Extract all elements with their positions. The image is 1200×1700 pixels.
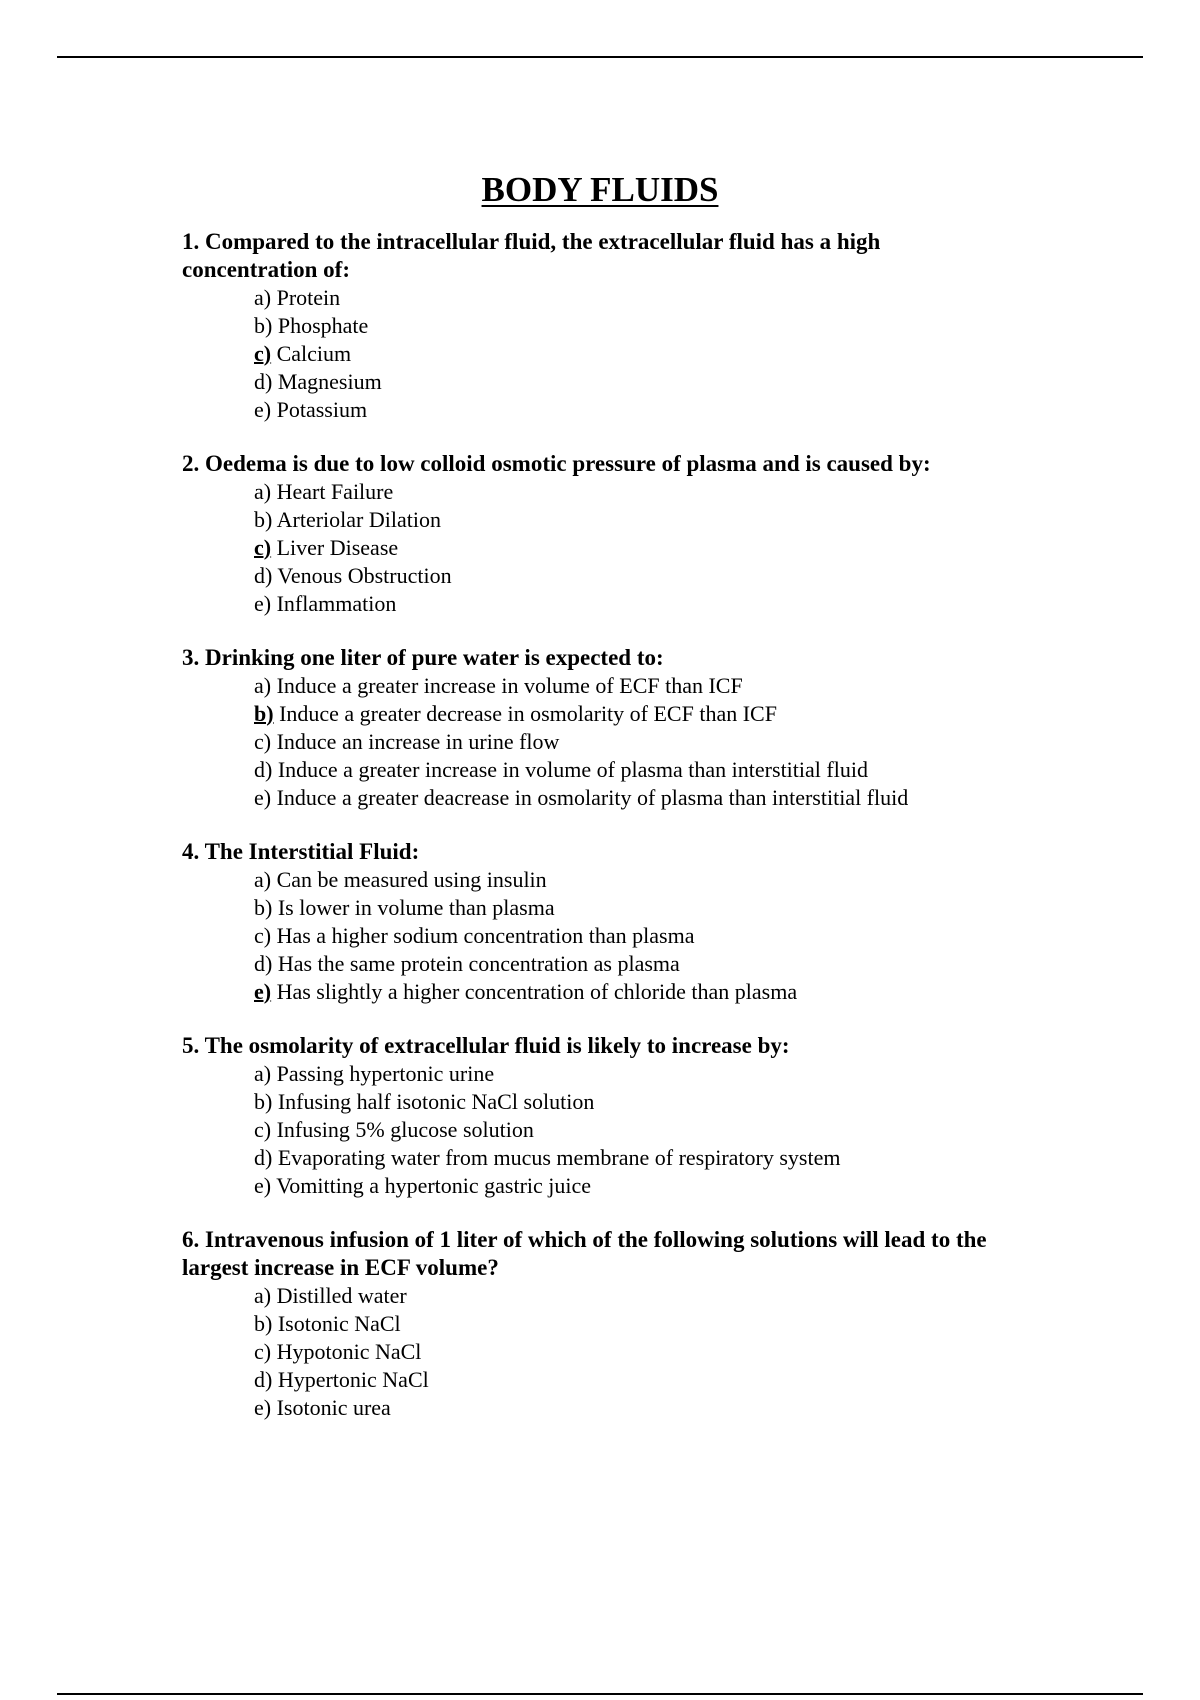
option-text: Passing hypertonic urine <box>271 1061 495 1086</box>
option-text: Vomitting a hypertonic gastric juice <box>271 1173 592 1198</box>
option-list <box>182 478 1012 618</box>
option-2e <box>254 590 1012 618</box>
option-list <box>182 866 1012 1006</box>
option-6d <box>254 1366 1012 1394</box>
option-6e <box>254 1394 1012 1422</box>
option-text: Hypotonic NaCl <box>271 1339 422 1364</box>
option-text: Protein <box>271 285 341 310</box>
option-3e <box>254 784 1012 812</box>
option-letter: a) <box>254 285 272 310</box>
option-letter: d) <box>254 563 273 588</box>
option-1a <box>254 284 1012 312</box>
question-stem: 5. The osmolarity of extracellular fluid is likely to increase by: <box>182 1033 790 1058</box>
question-stem: 1. Compared to the intracellular fluid, the extracellular fluid has a high concentration of: <box>182 229 881 282</box>
page-title-text: BODY FLUIDS <box>481 170 719 210</box>
option-5c <box>254 1116 1012 1144</box>
option-1b <box>254 312 1012 340</box>
option-letter: e) <box>254 397 272 422</box>
option-4a <box>254 866 1012 894</box>
option-text: Magnesium <box>272 369 382 394</box>
option-5d <box>254 1144 1012 1172</box>
option-text: Phosphate <box>272 313 369 338</box>
option-letter: b) <box>254 895 273 920</box>
option-letter: d) <box>254 757 273 782</box>
option-6a <box>254 1282 1012 1310</box>
option-letter: d) <box>254 369 273 394</box>
option-letter: a) <box>254 479 272 504</box>
option-text: Calcium <box>271 341 352 366</box>
option-letter: a) <box>254 1283 272 1308</box>
option-text: Induce a greater increase in volume of ECF than ICF <box>271 673 743 698</box>
option-letter: a) <box>254 867 272 892</box>
option-letter: b) <box>254 313 273 338</box>
option-2d <box>254 562 1012 590</box>
option-letter: a) <box>254 673 272 698</box>
question-3 <box>182 644 1012 812</box>
option-letter: d) <box>254 1367 273 1392</box>
option-text: Induce a greater deacrease in osmolarity of plasma than interstitial fluid <box>271 785 909 810</box>
option-letter: b) <box>254 701 274 726</box>
option-4d <box>254 950 1012 978</box>
option-4b <box>254 894 1012 922</box>
question-list <box>182 228 1012 1448</box>
option-text: Induce a greater decrease in osmolarity of ECF than ICF <box>273 701 777 726</box>
option-3a <box>254 672 1012 700</box>
question-2 <box>182 450 1012 618</box>
option-list <box>182 672 1012 812</box>
option-3d <box>254 756 1012 784</box>
question-5 <box>182 1032 1012 1200</box>
option-letter: e) <box>254 785 272 810</box>
option-letter: b) <box>254 507 273 532</box>
option-4c <box>254 922 1012 950</box>
top-rule <box>57 56 1143 58</box>
question-stem: 2. Oedema is due to low colloid osmotic pressure of plasma and is caused by: <box>182 451 931 476</box>
option-text: Infusing half isotonic NaCl solution <box>272 1089 595 1114</box>
option-text: Hypertonic NaCl <box>272 1367 429 1392</box>
question-4 <box>182 838 1012 1006</box>
option-text: Induce a greater increase in volume of plasma than interstitial fluid <box>272 757 868 782</box>
option-text: Liver Disease <box>271 535 399 560</box>
option-text: Arteriolar Dilation <box>272 507 441 532</box>
option-text: Isotonic urea <box>271 1395 391 1420</box>
question-6 <box>182 1226 1012 1422</box>
option-letter: b) <box>254 1311 273 1336</box>
option-3b-correct <box>254 700 1012 728</box>
option-text: Isotonic NaCl <box>272 1311 401 1336</box>
option-text: Evaporating water from mucus membrane of respiratory system <box>272 1145 841 1170</box>
option-letter: e) <box>254 1395 272 1420</box>
option-list <box>182 1060 1012 1200</box>
option-letter: e) <box>254 1173 272 1198</box>
option-1e <box>254 396 1012 424</box>
option-4e-correct <box>254 978 1012 1006</box>
option-6c <box>254 1338 1012 1366</box>
option-letter: b) <box>254 1089 273 1114</box>
question-stem: 3. Drinking one liter of pure water is expected to: <box>182 645 664 670</box>
option-letter: c) <box>254 729 272 754</box>
option-2a <box>254 478 1012 506</box>
option-text: Venous Obstruction <box>272 563 452 588</box>
question-stem: 4. The Interstitial Fluid: <box>182 839 420 864</box>
option-letter: d) <box>254 951 273 976</box>
option-5e <box>254 1172 1012 1200</box>
option-1c-correct <box>254 340 1012 368</box>
option-2b <box>254 506 1012 534</box>
option-letter: c) <box>254 341 272 366</box>
option-text: Is lower in volume than plasma <box>272 895 555 920</box>
option-1d <box>254 368 1012 396</box>
option-letter: c) <box>254 535 272 560</box>
question-stem: 6. Intravenous infusion of 1 liter of which of the following solutions will lead to the largest increase in ECF volume? <box>182 1227 987 1280</box>
option-text: Has slightly a higher concentration of chloride than plasma <box>271 979 798 1004</box>
bottom-rule <box>57 1693 1143 1695</box>
option-2c-correct <box>254 534 1012 562</box>
option-text: Infusing 5% glucose solution <box>271 1117 534 1142</box>
option-text: Has the same protein concentration as plasma <box>272 951 680 976</box>
option-text: Can be measured using insulin <box>271 867 547 892</box>
option-list <box>182 284 1012 424</box>
question-1 <box>182 228 1012 424</box>
option-text: Induce an increase in urine flow <box>271 729 560 754</box>
option-text: Distilled water <box>271 1283 407 1308</box>
option-5a <box>254 1060 1012 1088</box>
option-letter: c) <box>254 1339 272 1364</box>
page-title <box>0 169 1200 211</box>
option-3c <box>254 728 1012 756</box>
option-letter: e) <box>254 979 272 1004</box>
option-text: Inflammation <box>271 591 397 616</box>
option-text: Has a higher sodium concentration than plasma <box>271 923 695 948</box>
option-letter: e) <box>254 591 272 616</box>
option-text: Heart Failure <box>271 479 394 504</box>
option-list <box>182 1282 1012 1422</box>
option-letter: c) <box>254 1117 272 1142</box>
option-5b <box>254 1088 1012 1116</box>
option-letter: a) <box>254 1061 272 1086</box>
option-letter: c) <box>254 923 272 948</box>
option-6b <box>254 1310 1012 1338</box>
option-letter: d) <box>254 1145 273 1170</box>
option-text: Potassium <box>271 397 368 422</box>
